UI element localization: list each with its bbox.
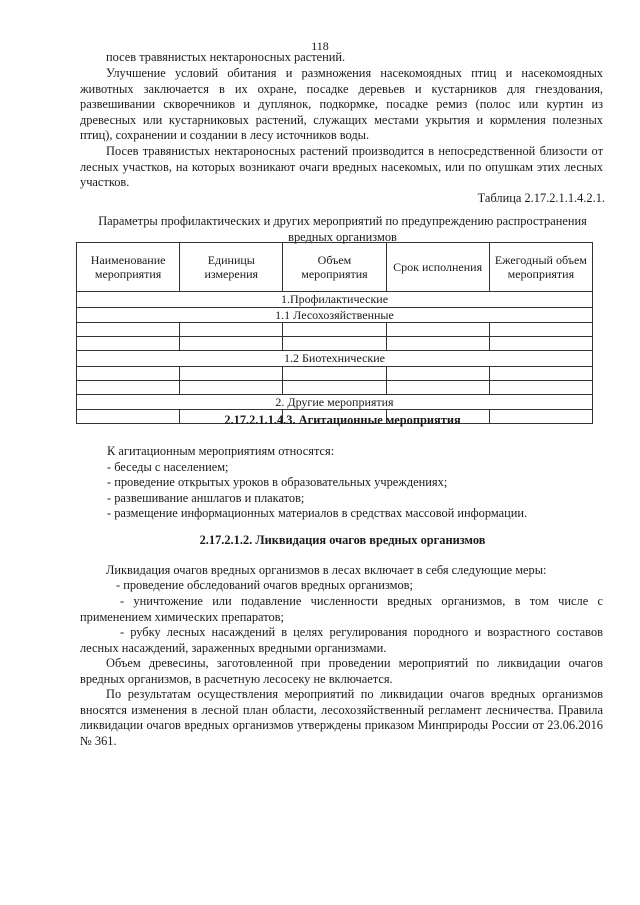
table-header-cell: Единицы измерения (180, 243, 283, 292)
table-header-cell: Ежегодный объем мероприятия (489, 243, 592, 292)
table-header-cell: Срок исполнения (386, 243, 489, 292)
table-row (77, 380, 593, 394)
table-caption: Параметры профилактических и других мероприятий по предупреждению распространения вредных организмов (98, 214, 587, 244)
section-label: 2. Другие мероприятия (77, 394, 593, 410)
list-item: - рубку лесных насаждений в целях регулирования породного и возрастного составов лесных насаждений, зараженных вредными организмами. (80, 625, 603, 655)
list-item: - проведение обследований очагов вредных организмов; (116, 578, 413, 592)
list-intro: К агитационным мероприятиям относятся: (107, 444, 335, 458)
list-item: - уничтожение или подавление численности вредных организмов, в том числе с применением химических препаратов; (80, 594, 603, 624)
table-header-cell: Объем мероприятия (283, 243, 386, 292)
table-row (77, 323, 593, 337)
paragraph-volume: Объем древесины, заготовленной при проведении мероприятий по ликвидации очагов вредных организмов, в расчетную лесосеку не включается. (80, 656, 603, 686)
table-section-row (77, 394, 593, 410)
list-item: - беседы с населением; (107, 459, 229, 474)
paragraph-results: По результатам осуществления мероприятий по ликвидации очагов вредных организмов вносятся изменения в лесной план области, лесохозяйственный регламент лесничества. Правила ликвидации очагов вредных организмов утверждены приказом Минприроды России от 23.06.2016 № 361. (80, 687, 603, 748)
page-number: 118 (311, 39, 329, 53)
table-section-row (77, 292, 593, 308)
section-label: 1.1 Лесохозяйственные (77, 307, 593, 323)
table-row (77, 366, 593, 380)
list-item: - развешивание аншлагов и плакатов; (107, 490, 305, 505)
table-section-row (77, 307, 593, 323)
table-row (77, 337, 593, 351)
table-header-row (77, 243, 593, 292)
table-section-row (77, 351, 593, 367)
list-item: - размещение информационных материалов в средствах массовой информации. (107, 506, 528, 520)
section-label: 1.Профилактические (77, 292, 593, 308)
measures-table (76, 242, 593, 424)
intro-line: посев травянистых нектароносных растений. (106, 50, 346, 64)
list-item: - проведение открытых уроков в образовательных учреждениях; (107, 475, 448, 489)
table-header-cell: Наименование мероприятия (77, 243, 180, 292)
heading-liquidation: 2.17.2.1.2. Ликвидация очагов вредных организмов (199, 533, 486, 547)
section-label: 1.2 Биотехнические (77, 351, 593, 367)
liquidation-intro: Ликвидация очагов вредных организмов в лесах включает в себя следующие меры: (106, 563, 547, 577)
paragraph-birds: Улучшение условий обитания и размножения насекомоядных птиц и насекомоядных животных заключается в их охране, посадке деревьев и кустарников для гнездования, развешивании скворечников и дуплянок, подкормке, посадке ремиз (полос или куртин из древесных или кустарниковых растений, служащих местами укрытия и кормления полезных птиц), сохранении и создании в лесу источников воды. (80, 66, 603, 142)
paragraph-sowing: Посев травянистых нектароносных растений производится в непосредственной близости от лесных участков, на которых возникают очаги вредных насекомых, или по опушкам этих лесных участков. (80, 144, 603, 189)
heading-agitation: 2.17.2.1.1.4.3. Агитационные мероприятия (224, 413, 461, 427)
agitation-list (107, 444, 607, 522)
table-number: Таблица 2.17.2.1.1.4.2.1. (477, 191, 605, 205)
